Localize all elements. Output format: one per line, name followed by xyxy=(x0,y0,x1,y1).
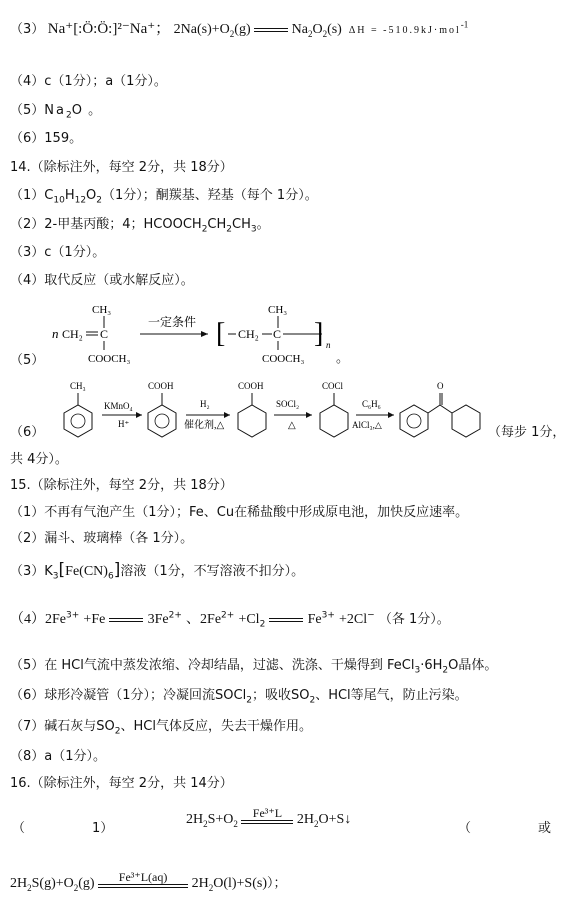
q16-paren-open-2: （ xyxy=(458,821,472,836)
poly-subscript-n: n xyxy=(326,340,331,350)
alcl3-condition: AlCl₃,△ xyxy=(352,420,382,430)
heat-condition: △ xyxy=(288,420,296,431)
synthesis-route xyxy=(38,375,488,445)
answer-4: （4）c（1分）；a（1分）。 xyxy=(10,74,167,89)
equals-arrow xyxy=(269,613,303,627)
q16-equation-1: $2H_2S+O_2$ Fe³⁺L $2H_2O+S↓$ xyxy=(186,806,352,829)
ch3-monomer: CH₃ xyxy=(92,304,112,316)
condition-arrow: Fe³⁺L xyxy=(241,806,293,829)
c-polymer: C xyxy=(273,327,282,341)
q14-answer-4: （4）取代反应（或水解反应）。 xyxy=(10,273,194,288)
q16-paren-open: （ xyxy=(12,821,26,836)
cooh-2: COOH xyxy=(238,381,264,391)
acid-reagent: H⁺ xyxy=(118,419,130,429)
catalyst-condition: 催化剂,△ xyxy=(184,420,225,431)
q14-answer-5-end: 。 xyxy=(336,351,350,366)
socl2-reagent: SOCl₂ xyxy=(276,399,300,409)
poly-n: n xyxy=(52,326,59,341)
q15-answer-8: （8）a（1分）。 xyxy=(10,749,107,764)
question-15-header: 15.（除标注外，每空 2分，共 18分） xyxy=(10,478,233,493)
q16-item-number: 1） xyxy=(92,821,114,836)
q15-answer-2: （2）漏斗、玻璃棒（各 1分）。 xyxy=(10,531,194,546)
ch2-polymer: CH₂ xyxy=(238,327,259,341)
answer-6: （6）159。 xyxy=(10,131,83,146)
c6h6-reagent: C₆H₆ xyxy=(362,399,381,409)
q14-answer-1: $(1)C_{10}H_{12}O_2(1$分）；酮羰基、羟基（每个 1分）。 xyxy=(10,188,318,206)
q14-answer-2: （2）2-甲基丙酸；4；$HCOOCH_2CH_2CH_3$。 xyxy=(10,217,270,235)
q14-answer-6-tail: （每步 1分， xyxy=(488,425,566,440)
q15-answer-5: （5）在 HCl气流中蒸发浓缩、冷却结晶，过滤、洗涤、干燥得到 $FeCl_3\cdot 6H_2O$晶体。 xyxy=(10,658,498,676)
answer-3: （3） Na⁺[:Ö:Ö:]²⁻Na⁺； $2Na(s)+O_2(g)$ $Na_2O_2(s) \Delta H = -510.9kJ\cdot mol^{-1}$ xyxy=(10,19,469,39)
question-14-header: 14.（除标注外，每空 2分，共 18分） xyxy=(10,160,233,175)
q14-answer-6-label: （6） xyxy=(10,425,45,440)
equals-arrow xyxy=(109,613,143,627)
equals-arrow xyxy=(254,23,288,37)
question-16-header: 16.（除标注外，每空 2分，共 14分） xyxy=(10,776,233,791)
kmno4-reagent: KMnO₄ xyxy=(104,401,133,411)
q15-answer-4: $(4)2Fe^{3+} +Fe$ $3Fe^{2+}$ 、$2Fe^{2+} +Cl_2$ $Fe^{3+} +2Cl^-$ （各 1分）。 xyxy=(10,610,450,630)
q15-answer-3: $(3)K_3[Fe(CN)_6]$溶液（1分，不写溶液不扣分）。 xyxy=(10,560,305,582)
cooch3-polymer: COOCH₃ xyxy=(262,353,305,365)
svg-text:]: ] xyxy=(314,318,324,349)
q15-answer-7: （7）碱石灰与$SO_2$、HCl气体反应，失去干燥作用。 xyxy=(10,719,312,737)
q16-equation-2: $2H_2S(g)+O_2(g)$ Fe³⁺L(aq) $2H_2O(l)+S(s)$）； xyxy=(10,870,287,893)
ch3-polymer: CH₃ xyxy=(268,304,288,316)
ch2-monomer: CH₂ xyxy=(62,327,83,341)
q14-answer-6-tail2: 共 4分）。 xyxy=(10,452,68,467)
cooh-1: COOH xyxy=(148,381,174,391)
c-monomer: C xyxy=(100,327,109,341)
condition-arrow: Fe³⁺L(aq) xyxy=(98,870,188,893)
q15-answer-6: （6）球形冷凝管（1分）；冷凝回流SOCl$_2$；吸收$SO_2$、HCl等尾气，防止污染。 xyxy=(10,688,468,706)
q15-answer-1: （1）不再有气泡产生（1分）；Fe、Cu在稀盐酸中形成原电池，加快反应速率。 xyxy=(10,505,469,520)
answer-5: $(5)Na_2O$ 。 xyxy=(10,103,102,121)
q14-answer-5-label: （5） xyxy=(10,353,45,368)
q16-or: 或 xyxy=(538,821,552,836)
equation-left: 2Na(s)+O xyxy=(173,22,230,37)
cocl: COCl xyxy=(322,381,344,391)
cooch3-monomer: COOCH₃ xyxy=(88,353,131,365)
na2o2-electron-formula: Na⁺[:Ö:Ö:]²⁻Na⁺； xyxy=(47,21,171,37)
q14-answer-3: （3）c（1分）。 xyxy=(10,245,106,260)
ketone-oxygen: O xyxy=(437,381,444,391)
polymerization-equation xyxy=(40,296,360,376)
toluene-ch3: CH₃ xyxy=(70,381,86,391)
enthalpy: ΔH = -510.9kJ·mol xyxy=(348,25,461,36)
condition-text: 一定条件 xyxy=(148,315,197,329)
item-label: （3） xyxy=(10,22,45,37)
svg-text:[: [ xyxy=(216,318,226,349)
h2-reagent: H₂ xyxy=(200,399,210,409)
